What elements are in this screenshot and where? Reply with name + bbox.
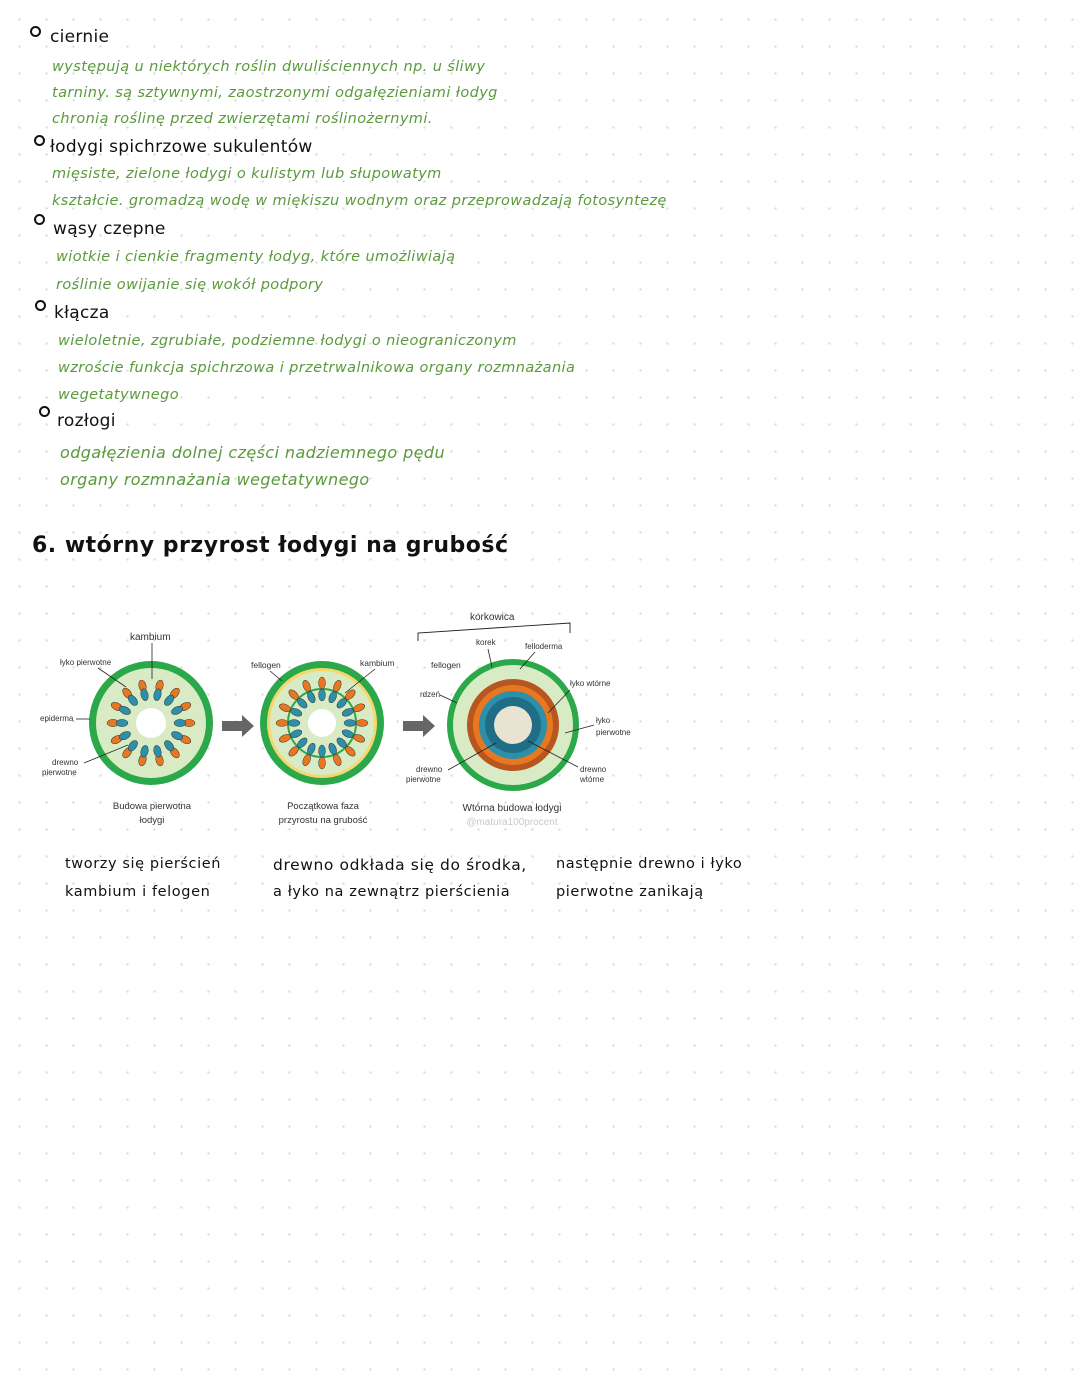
label-drewno: drewno <box>580 765 607 774</box>
note-line: chronią roślinę przed zwierzętami roślinożernymi. <box>52 111 433 127</box>
label-pierwotne: pierwotne <box>42 768 77 777</box>
label-felloderma: felloderma <box>525 642 563 651</box>
stage1-cross-section <box>89 661 213 785</box>
xylem-bundle <box>116 719 128 726</box>
phloem-bundle <box>356 720 368 727</box>
heading-klacza: kłącza <box>54 303 110 323</box>
xylem-bundle <box>319 745 326 757</box>
caption-stage3: Wtórna budowa łodygi <box>462 803 562 814</box>
heading-ciernie: ciernie <box>50 27 110 47</box>
pith <box>308 709 336 737</box>
phloem-bundle <box>319 677 326 689</box>
heading-wasy-czepne: wąsy czepne <box>53 219 166 239</box>
stage2-cross-section <box>260 661 384 785</box>
label-korek: korek <box>476 638 496 647</box>
label-rdzen: rdzeń <box>420 690 441 699</box>
note-line: wzroście funkcja spichrzowa i przetrwalnikowa organy rozmnażania <box>58 360 576 376</box>
section-title: 6. wtórny przyrost łodygi na grubość <box>32 533 509 558</box>
label-lyko-pierwotne: łyko pierwotne <box>60 658 112 667</box>
note-line: tarniny. są sztywnymi, zaostrzonymi odgałęzieniami łodyg <box>52 85 498 101</box>
label-fellogen: fellogen <box>431 660 461 670</box>
phloem-bundle <box>276 720 288 727</box>
label-kambium: kambium <box>360 658 395 668</box>
bullet-icon <box>34 214 45 225</box>
label-pierwotne: pierwotne <box>406 775 441 784</box>
label-epiderma: epiderma <box>40 714 74 723</box>
caption-col1-line1: tworzy się pierścień <box>65 856 222 872</box>
note-line: kształcie. gromadzą wodę w miękiszu wodnym oraz przeprowadzają fotosyntezę <box>52 193 667 209</box>
heading-lodygi-spichrzowe: łodygi spichrzowe sukulentów <box>50 137 313 157</box>
bullet-icon <box>35 300 46 311</box>
label-drewno: drewno <box>52 758 79 767</box>
label-lyko-wtorne: łyko wtórne <box>570 679 611 688</box>
label-korkowica: korkowica <box>470 612 515 623</box>
caption-col3-line2: pierwotne zanikają <box>556 884 704 900</box>
bullet-icon <box>30 26 41 37</box>
arrow-icon <box>222 715 254 737</box>
heading-rozlogi: rozłogi <box>57 411 116 431</box>
label-pierwotne: pierwotne <box>596 728 631 737</box>
note-line: wiotkie i cienkie fragmenty łodyg, które umożliwiają <box>56 249 456 265</box>
caption-stage2-line2: przyrostu na grubość <box>278 815 368 826</box>
note-line: wegetatywnego <box>58 387 179 403</box>
rdzen <box>494 706 532 744</box>
caption-col1-line2: kambium i felogen <box>65 884 211 900</box>
label-fellogen: fellogen <box>251 660 281 670</box>
phloem-bundle <box>319 757 326 769</box>
note-line: roślinie owijanie się wokół podpory <box>56 277 324 293</box>
label-lyko: łyko <box>596 716 611 725</box>
stage3-cross-section <box>447 659 579 791</box>
arrow-icon <box>403 715 435 737</box>
caption-stage1-line2: łodygi <box>139 815 165 826</box>
note-line: wieloletnie, zgrubiałe, podziemne łodygi o nieograniczonym <box>58 333 517 349</box>
xylem-bundle <box>344 720 356 727</box>
xylem-bundle <box>174 719 186 726</box>
caption-col2-line2: a łyko na zewnątrz pierścienia <box>273 884 511 900</box>
caption-stage1-line1: Budowa pierwotna <box>112 801 192 812</box>
xylem-bundle <box>288 720 300 727</box>
label-kambium: kambium <box>130 632 171 643</box>
pith <box>136 708 166 738</box>
bullet-icon <box>39 406 50 417</box>
label-wtorne: wtórne <box>580 775 605 784</box>
label-drewno: drewno <box>416 765 443 774</box>
note-line: występują u niektórych roślin dwuliściennych np. u śliwy <box>52 59 486 75</box>
note-line: mięsiste, zielone łodygi o kulistym lub słupowatym <box>52 166 442 182</box>
note-line: organy rozmnażania wegetatywnego <box>60 470 370 489</box>
stem-growth-diagram <box>20 595 690 835</box>
watermark: @matura100procent <box>466 817 558 828</box>
caption-stage2-line1: Początkowa faza <box>287 801 359 812</box>
caption-col3-line1: następnie drewno i łyko <box>556 856 743 872</box>
bullet-icon <box>34 135 45 146</box>
xylem-bundle <box>319 689 326 701</box>
note-line: odgałęzienia dolnej części nadziemnego pędu <box>60 443 446 462</box>
caption-col2-line1: drewno odkłada się do środka, <box>273 856 527 874</box>
